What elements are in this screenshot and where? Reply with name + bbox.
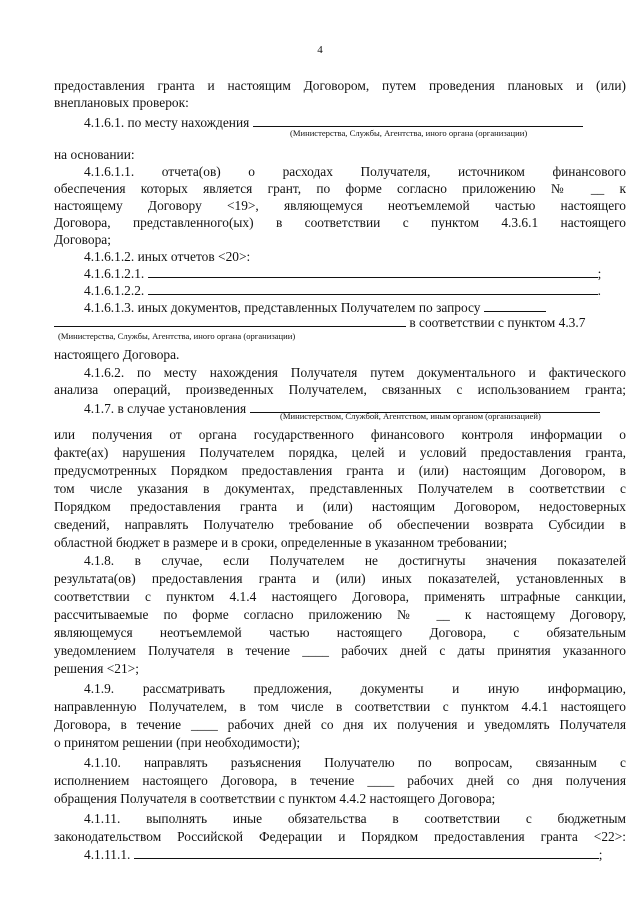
- text-line: сведений, направлять Получателю требование об обеспечении возврата Субсидии в: [54, 517, 626, 532]
- text-line: 4.1.8. в случае, если Получателем не достигнуты значения показателей: [84, 553, 626, 568]
- text-line: внеплановых проверок:: [54, 95, 189, 110]
- page-number: 4: [317, 44, 323, 56]
- clause-label: 4.1.6.1.2.2.: [84, 283, 145, 298]
- clause-label: 4.1.6.1.3. иных документов, представленных Получателем по запросу: [84, 300, 481, 315]
- text-line: том числе указания в документах, представленных Получателем в соответствии с: [54, 481, 626, 496]
- text-line: Договора, в течение ____ рабочих дней со дня их получения и уведомлять Получателя: [54, 717, 626, 732]
- text-line: 4.1.6.1.2.1. ;: [84, 266, 602, 281]
- blank-underline: [148, 282, 598, 295]
- clause-label: 4.1.7. в случае установления: [84, 401, 247, 416]
- blank-underline: [484, 299, 546, 312]
- blank-underline: [54, 314, 406, 327]
- text-line: 4.1.6.1.2.2. .: [84, 283, 601, 298]
- clause-label: 4.1.6.1.2.1.: [84, 266, 145, 281]
- text-line: исполнением настоящего Договора, в течение ____ рабочих дней со дня получения: [54, 773, 626, 788]
- text-line: предоставления гранта и настоящим Договором, путем проведения плановых и (или): [54, 78, 626, 93]
- text-line: факте(ах) нарушения Получателем порядка, целей и условий предоставления гранта,: [54, 445, 626, 460]
- blank-underline: [148, 265, 598, 278]
- text-line: результата(ов) предоставления гранта и (или) иных показателей, установленных в: [54, 571, 626, 586]
- text-line: или получения от органа государственного финансового контроля информации о: [54, 427, 626, 442]
- text-line: 4.1.10. направлять разъяснения Получателю по вопросам, связанным с: [84, 755, 626, 770]
- field-caption: (Министерства, Службы, Агентства, иного органа (организации): [290, 128, 528, 138]
- text-line: о принятом решении (при необходимости);: [54, 735, 301, 750]
- field-caption: (Министерства, Службы, Агентства, иного органа (организации): [58, 331, 296, 341]
- blank-underline: [134, 846, 599, 859]
- text-line: законодательством Российской Федерации и Порядком предоставления гранта <22>:: [54, 829, 626, 844]
- text-line: на основании:: [54, 147, 135, 162]
- text-line: рассчитываемые по форме согласно приложению № __ к настоящему Договору,: [54, 607, 626, 622]
- clause-label: 4.1.11.1.: [84, 847, 131, 862]
- text-line: предусмотренных Порядком предоставления гранта и (или) настоящим Договором, в: [54, 463, 626, 478]
- text-line: анализа операций, произведенных Получателем, связанных с использованием гранта;: [54, 382, 626, 397]
- text-line: 4.1.6.1.1. отчета(ов) о расходах Получателя, источником финансового: [84, 164, 626, 179]
- text-line: Порядком предоставления гранта и (или) настоящим Договором, недостоверных: [54, 499, 626, 514]
- text-line: 4.1.6.2. по месту нахождения Получателя путем документального и фактического: [84, 365, 626, 380]
- text-line: уведомлением Получателя в течение ____ рабочих дней с даты принятия указанного: [54, 643, 626, 658]
- text-line: настоящему Договору <19>, являющемуся неотъемлемой частью настоящего: [54, 198, 626, 213]
- clause-label: 4.1.6.1. по месту нахождения: [84, 115, 250, 130]
- text-line: обеспечения которых является грант, по форме согласно приложению № __ к: [54, 181, 626, 196]
- field-caption: (Министерством, Службой, Агентством, иным органом (организацией): [280, 411, 541, 421]
- text-line: Договора;: [54, 232, 111, 247]
- text-line: являющемуся неотъемлемой частью настоящего Договора, с обязательным: [54, 625, 626, 640]
- text-line: решения <21>;: [54, 661, 139, 676]
- blank-underline: [253, 114, 583, 127]
- text-line: областной бюджет в размере и в сроки, определенные в указанном требовании;: [54, 535, 508, 550]
- text-line: направленную Получателем, в том числе в соответствии с пунктом 4.4.1 настоящего: [54, 699, 626, 714]
- text-line: в соответствии с пунктом 4.3.7: [54, 314, 626, 331]
- text-line: 4.1.9. рассматривать предложения, документы и иную информацию,: [84, 681, 626, 696]
- text-line: Договора, представленного(ых) в соответствии с пунктом 4.3.6.1 настоящего: [54, 215, 626, 230]
- text-line: настоящего Договора.: [54, 347, 180, 362]
- text-line: 4.1.11. выполнять иные обязательства в соответствии с бюджетным: [84, 811, 626, 826]
- text-line: обращения Получателя в соответствии с пунктом 4.4.2 настоящего Договора;: [54, 791, 496, 806]
- text-line: соответствии с пунктом 4.1.4 настоящего Договора, применять штрафные санкции,: [54, 589, 626, 604]
- text-line: 4.1.6.1.2. иных отчетов <20>:: [84, 249, 251, 264]
- text-line: 4.1.11.1. ;: [84, 847, 603, 862]
